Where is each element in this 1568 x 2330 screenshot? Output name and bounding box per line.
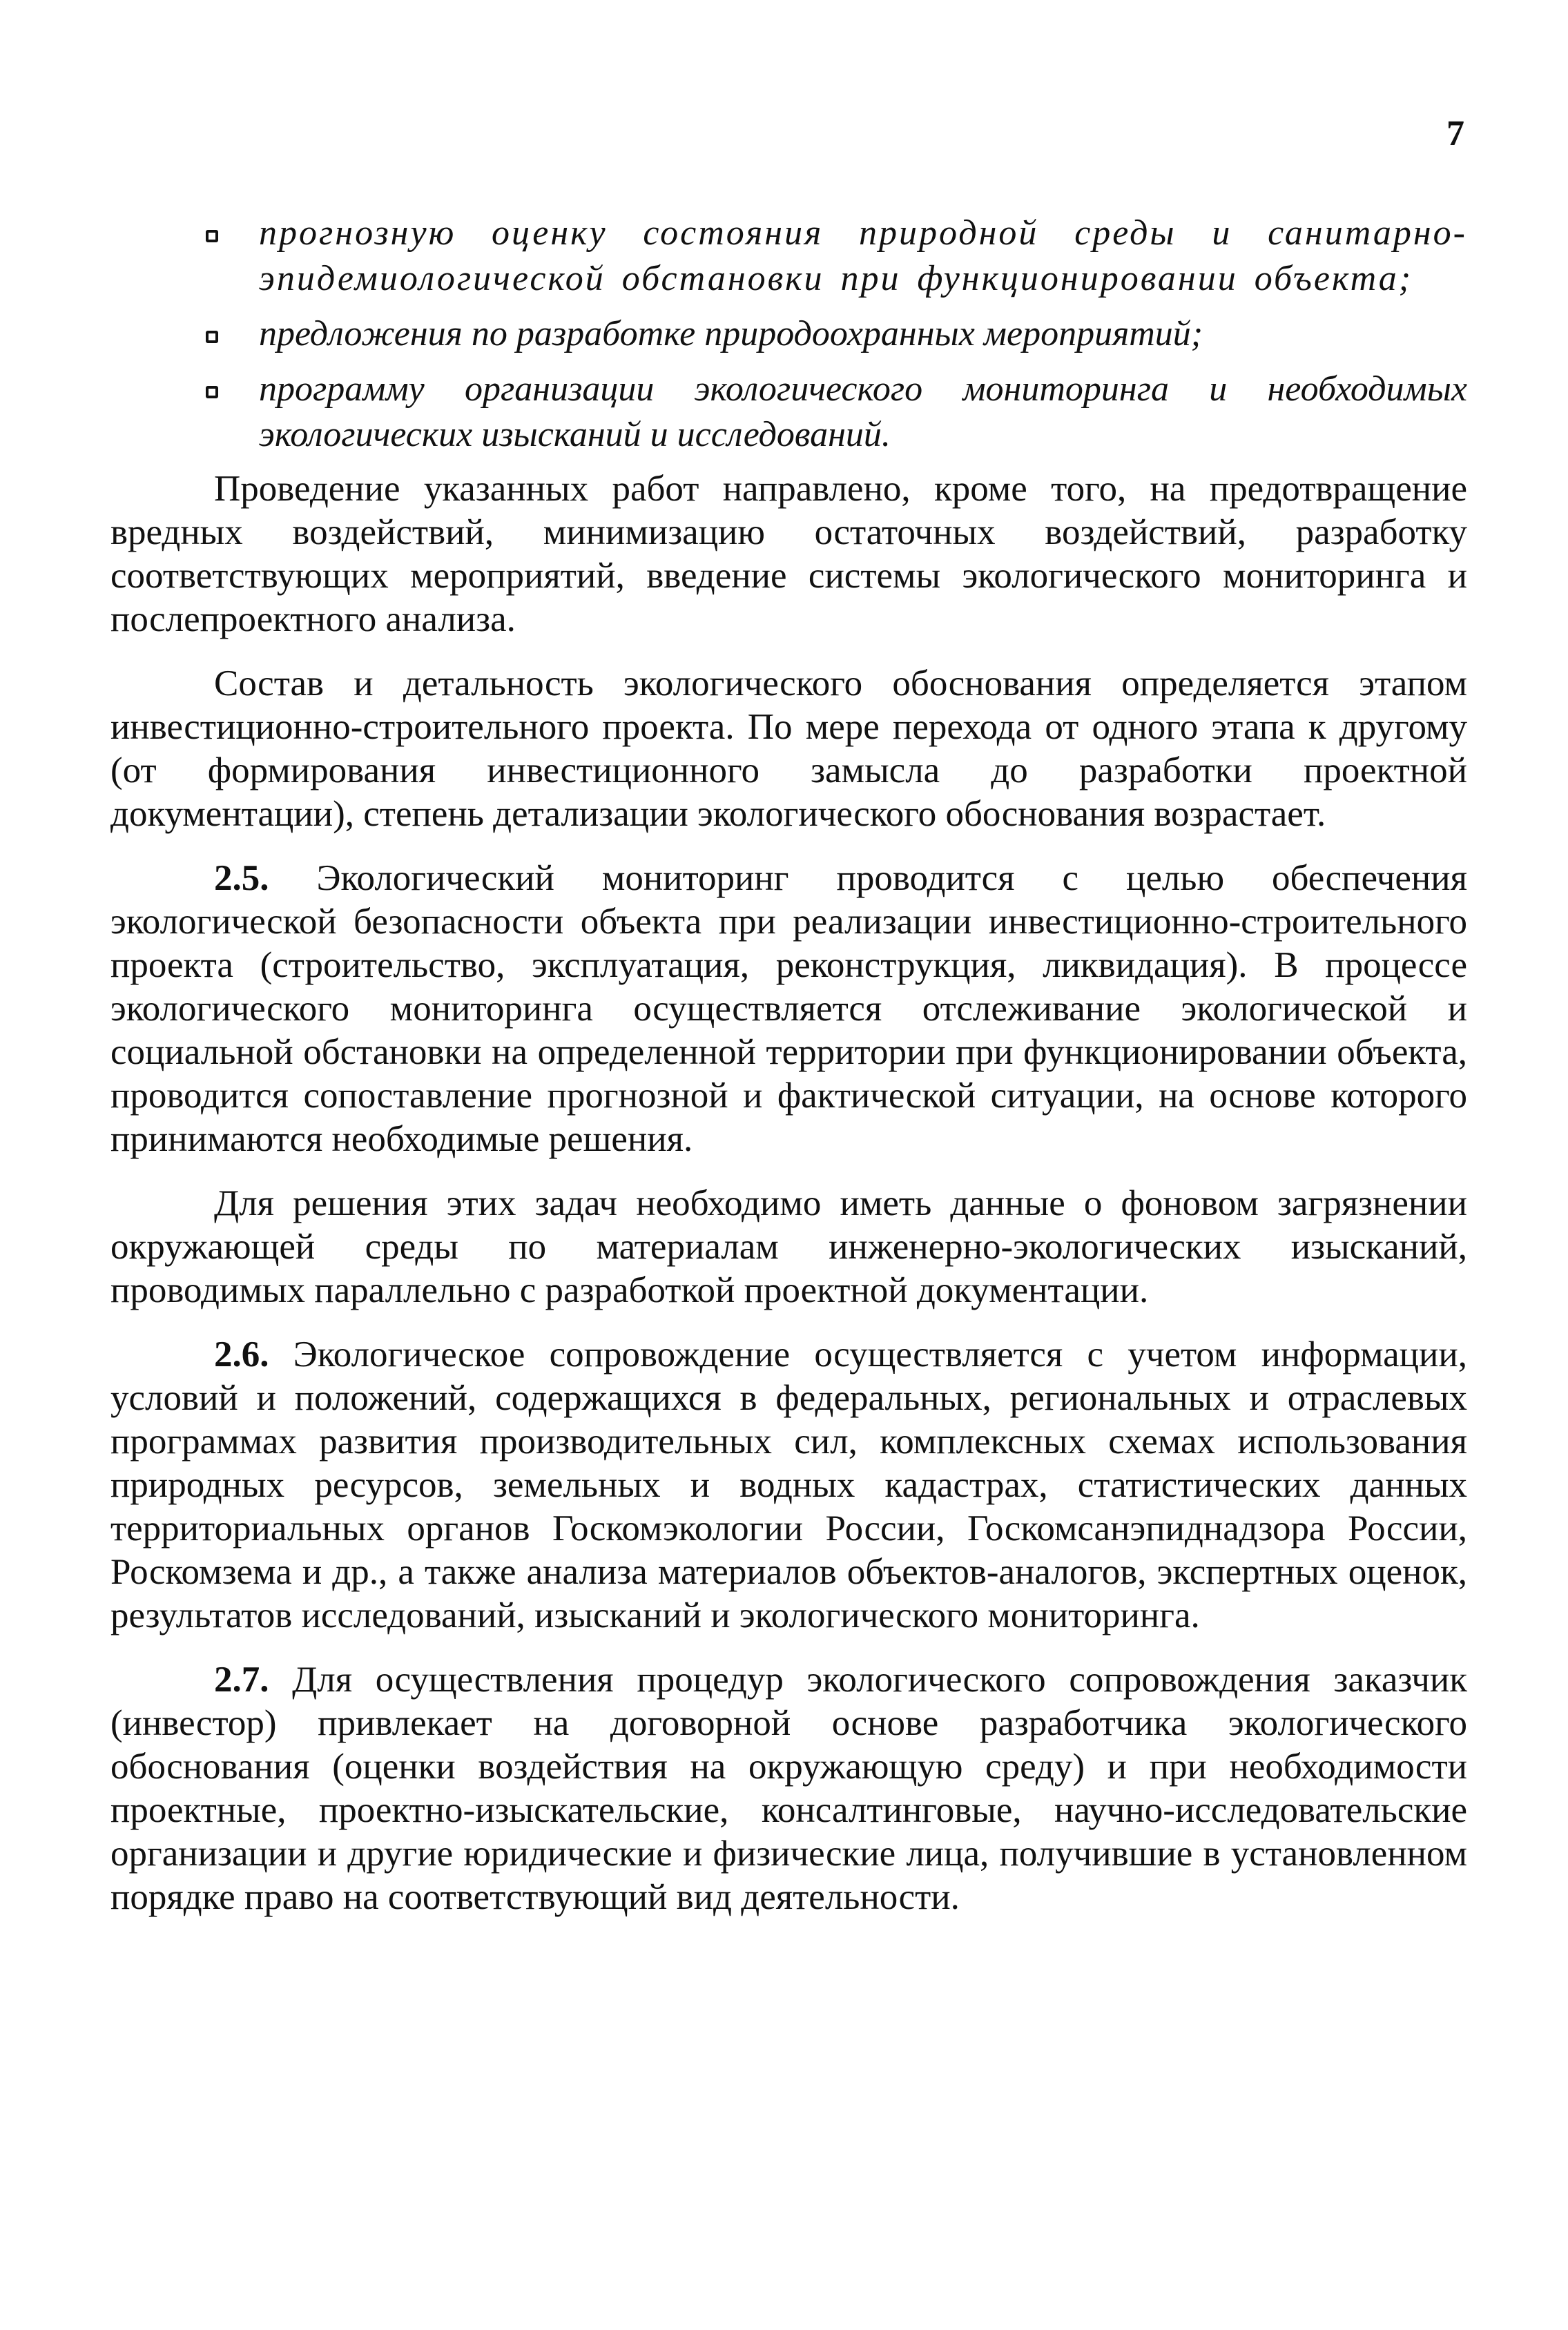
paragraph-text: Для осуществления процедур экологического сопровождения заказчик (инвестор) привлекает на договорной основе разработчика экологического обоснования (оценки воздействия на окружающую среду) и при необходимости проектные, проектно-изыскательские, консалтинговые, научно-исследовательские организации и другие юридические и физические лица, получившие в установленном порядке право на соответствующий вид деятельности. [110,1660,1467,1917]
section-number: 2.7. [214,1660,269,1700]
checkbox-bullet-icon [206,331,218,343]
page-number: 7 [1446,114,1464,153]
bullet-text: предложения по разработке природоохранных мероприятий; [259,314,1203,353]
section-number: 2.6. [214,1334,269,1375]
bullet-text: прогнозную оценку состояния природной среды и санитарно-эпидемиологической обстановки при функционировании объекта; [259,213,1467,298]
paragraph [110,857,1467,1161]
paragraph [110,662,1467,836]
paragraph-text: Экологический мониторинг проводится с целью обеспечения экологической безопасности объекта при реализации инвестиционно-строительного проекта (строительство, эксплуатация, реконструкция, ликвидация). В процессе экологического мониторинга осуществляется отслеживание экологической и социальной обстановки на определенной территории при функционировании объекта, проводится сопоставление прогнозной и фактической ситуации, на основе которого принимаются необходимые решения. [110,858,1467,1159]
checkbox-bullet-icon [206,386,218,398]
paragraph-text: Проведение указанных работ направлено, кроме того, на предотвращение вредных воздействий, минимизацию остаточных воздействий, разработку соответствующих мероприятий, введение системы экологического мониторинга и послепроектного анализа. [110,469,1467,639]
section-number: 2.5. [214,858,269,898]
paragraph [110,1333,1467,1638]
list-item [110,211,1467,302]
checkbox-bullet-icon [206,230,218,242]
paragraph [110,467,1467,641]
list-item [110,311,1467,357]
paragraph-text: Для решения этих задач необходимо иметь данные о фоновом загрязнении окружающей среды по материалам инженерно-экологических изысканий, проводимых параллельно с разработкой проектной документации. [110,1183,1467,1310]
list-item [110,367,1467,458]
paragraph-text: Состав и детальность экологического обоснования определяется этапом инвестиционно-строительного проекта. По мере перехода от одного этапа к другому (от формирования инвестиционного замысла до разработки проектной документации), степень детализации экологического обоснования возрастает. [110,663,1467,834]
paragraph [110,1182,1467,1312]
bullet-list [110,211,1467,458]
paragraph-text: Экологическое сопровождение осуществляется с учетом информации, условий и положений, содержащихся в федеральных, региональных и отраслевых программах развития производительных сил, комплексных схемах использования природных ресурсов, земельных и водных кадастрах, статистических данных территориальных органов Госкомэкологии России, Госкомсанэпиднадзора России, Роскомзема и др., а также анализа материалов объектов-аналогов, экспертных оценок, результатов исследований, изысканий и экологического мониторинга. [110,1334,1467,1635]
bullet-text: программу организации экологического мониторинга и необходимых экологических изысканий и исследований. [259,369,1467,454]
page-body [110,211,1467,1940]
paragraph [110,1658,1467,1919]
